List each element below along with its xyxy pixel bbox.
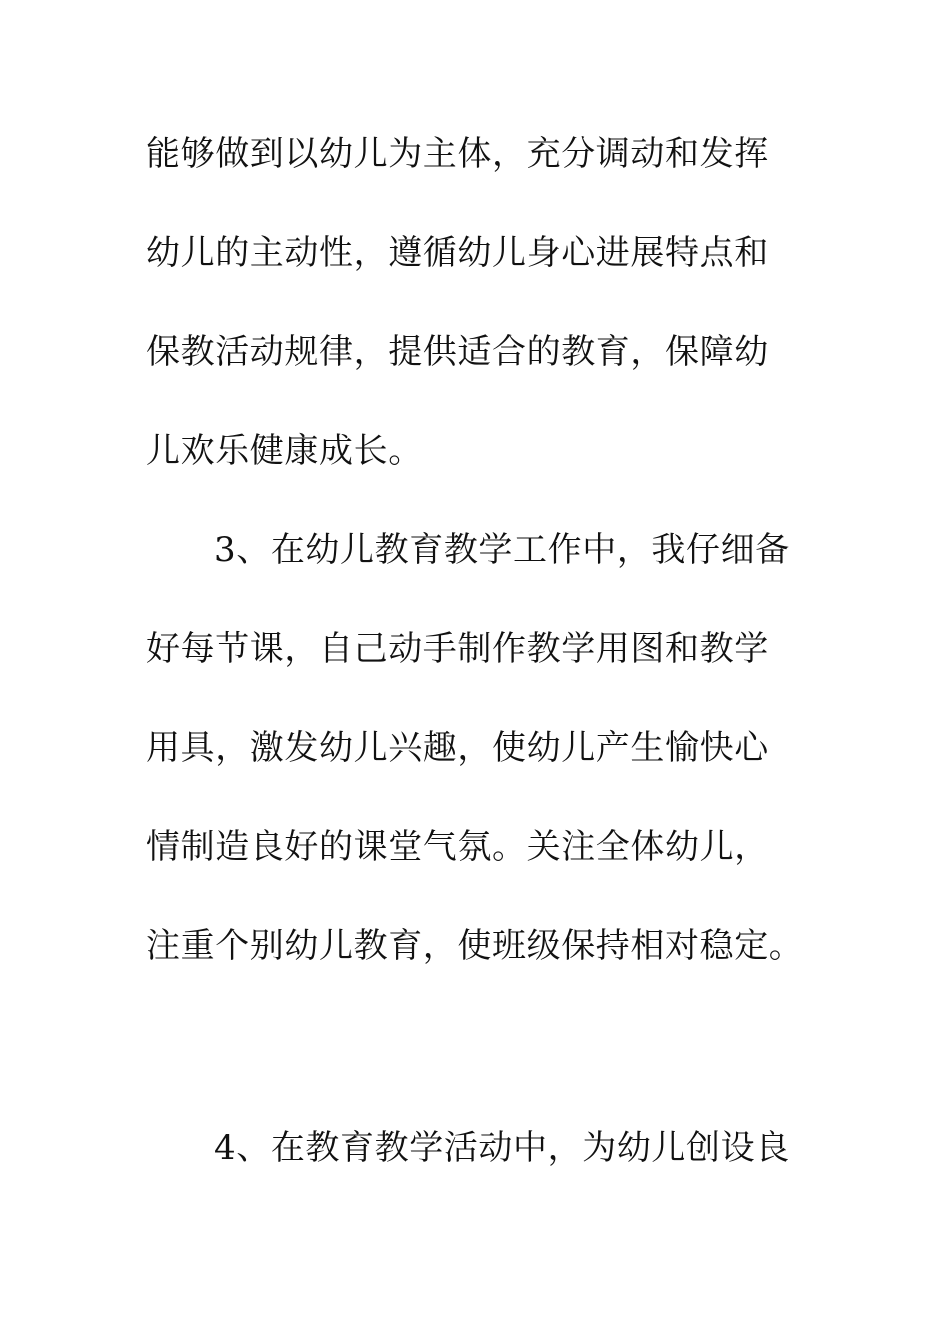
paragraph-1-line-1: 能够做到以幼儿为主体，充分调动和发挥 — [146, 134, 769, 174]
paragraph-2-line-5: 注重个别幼儿教育，使班级保持相对稳定。 — [146, 926, 804, 966]
paragraph-2-line-2: 好每节课，自己动手制作教学用图和教学 — [146, 629, 769, 669]
paragraph-2-line-3: 用具，激发幼儿兴趣，使幼儿产生愉快心 — [146, 728, 769, 768]
paragraph-2-line-1: 3、在幼儿教育教学工作中，我仔细备 — [214, 530, 790, 570]
paragraph-2-line-4: 情制造良好的课堂气氛。关注全体幼儿， — [146, 827, 769, 867]
paragraph-1-line-3: 保教活动规律，提供适合的教育，保障幼 — [146, 332, 769, 372]
paragraph-1-line-4: 儿欢乐健康成长。 — [146, 431, 423, 471]
paragraph-1-line-2: 幼儿的主动性，遵循幼儿身心进展特点和 — [146, 233, 769, 273]
paragraph-3-line-1: 4、在教育教学活动中，为幼儿创设良 — [214, 1128, 790, 1168]
